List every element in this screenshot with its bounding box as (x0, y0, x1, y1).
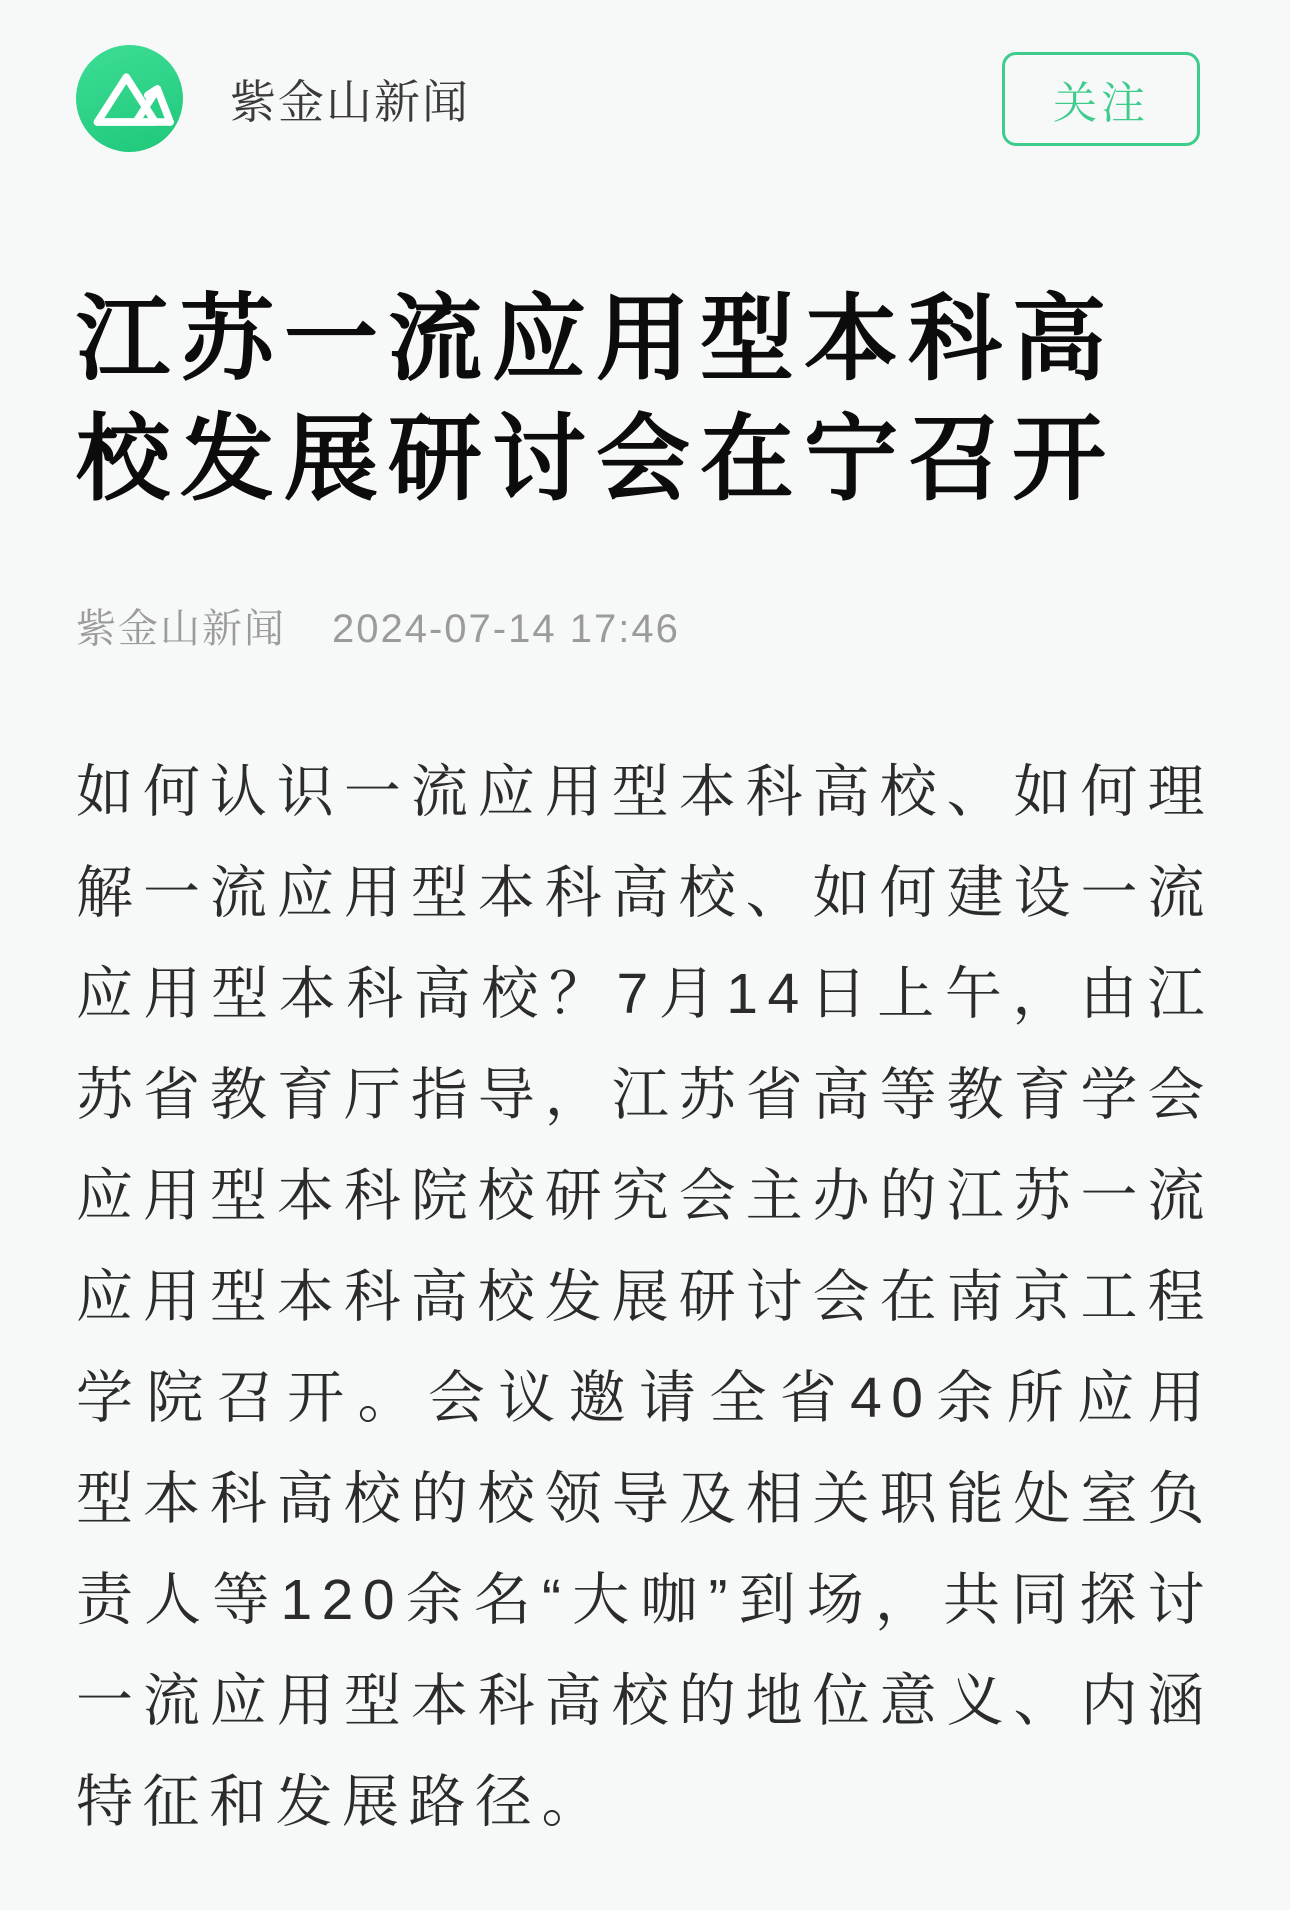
article-datetime: 2024-07-14 17:46 (332, 607, 680, 651)
article-title: 江苏一流应用型本科高校发展研讨会在宁召开 (76, 286, 1117, 511)
header (76, 0, 1214, 152)
publisher-name: 紫金山新闻 (230, 75, 470, 128)
publisher-brand[interactable] (76, 45, 470, 152)
mountain-logo-icon (76, 45, 183, 152)
article-meta (76, 597, 1214, 654)
article (76, 279, 1214, 1853)
follow-button[interactable]: 关注 (1002, 52, 1200, 146)
article-body: 如何认识一流应用型本科高校、如何理解一流应用型本科高校、如何建设一流应用型本科高校？7月14日上午，由江苏省教育厅指导，江苏省高等教育学会应用型本科院校研究会主办的江苏一流应用型本科高校发展研讨会在南京工程学院召开。会议邀请全省40余所应用型本科高校的校领导及相关职能处室负责人等120余名“大咖”到场，共同探讨一流应用型本科高校的地位意义、内涵特征和发展路径。 (76, 760, 1214, 1834)
article-source: 紫金山新闻 (76, 607, 286, 651)
